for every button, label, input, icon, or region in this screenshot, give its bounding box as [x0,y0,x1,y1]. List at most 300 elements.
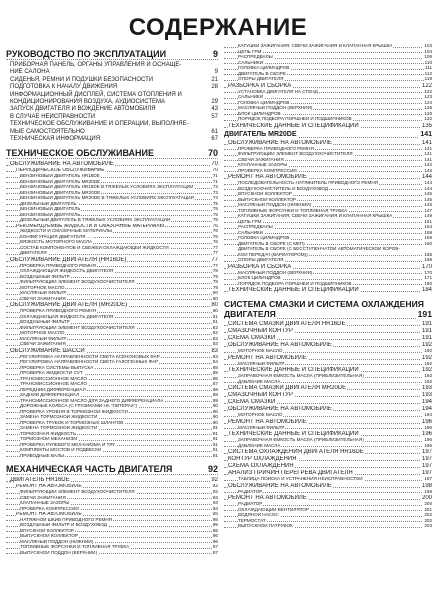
toc-entry[interactable] [224,342,432,349]
toc-entry[interactable] [6,477,218,484]
toc-entry-page: 96 [212,534,218,539]
toc-entry-title: ДАВЛЕНИЕ МАСЛА [238,379,281,384]
toc-entry-page: 197 [424,477,432,481]
toc-entry[interactable] [10,106,218,113]
page-title: СОДЕРЖАНИЕ [128,14,308,41]
toc-entry-title: УСТАНОВКА ДВИГАТЕЛЯ НА СТЕНД [238,89,318,94]
toc-entry-page: 154 [424,225,432,229]
toc-entry[interactable] [224,419,432,426]
toc-entry-page: 197 [421,470,432,476]
toc-entry-page: 94 [212,506,218,511]
toc-section-title-line2: ДВИГАТЕЛЯ 191 [224,310,432,319]
toc-entry-page: 70 [211,161,218,168]
toc-entry-page: 91 [212,448,218,453]
toc-entry-title: ПОСЛЕДОВАТЕЛЬНОСТЬ НАТЯЖИТЕЛЬ ПРИВОДНОГО РЕМНЯ [238,181,378,185]
toc-section-engine-mechanics[interactable]: МЕХАНИЧЕСКАЯ ЧАСТЬ ДВИГАТЕЛЯ 92 [6,465,218,477]
toc-entry-page: 70 [212,168,218,174]
toc-entry-title: РЕМОНТ НА АВТОМОБИЛЕ [16,484,82,490]
toc-entry-page: 170 [424,270,432,275]
toc-entry-page: 146 [424,203,432,207]
toc-entry-page: 197 [421,456,432,462]
toc-entry-title: ЗАМЕНА ТОРМОЗНОЙ ЖИДКОСТИ [20,415,98,420]
toc-entry-page: 96 [212,539,218,544]
toc-subsection-mr20de[interactable]: ДВИГАТЕЛЬ MR20DE 141 [224,130,432,138]
toc-entry-page: 90 [212,404,218,409]
toc-entry[interactable] [224,355,432,362]
toc-entry-title: ДВИГАТЕЛЬ В СБОРЕ (С МКП) [238,241,305,246]
toc-entry-page: 76 [212,223,218,229]
toc-entry-title: КОНДИЦИОНИРОВАНИЯ ВОЗДУХА, АУДИОСИСТЕМА [10,98,165,105]
toc-entry-title: КОНТУР ОХЛАЖДЕНИЯ [228,456,297,462]
toc-entry-page: 81 [212,320,218,325]
toc-entry-title: ФИЛЬТРУЮЩИЙ ЭЛЕМЕНТ ВОЗДУХООЧИСТИТЕЛЯ [20,490,135,495]
toc-entry-title: ОБСЛУЖИВАНИЕ НА АВТОМОБИЛЕ [228,482,332,489]
toc-entry[interactable] [224,335,432,342]
toc-entry[interactable] [10,114,218,121]
toc-entry-page: 29 [211,98,218,105]
toc-mr20de-list [224,140,432,295]
toc-entry[interactable] [224,392,432,399]
toc-entry-title: ТЕХНИЧЕСКАЯ ИНФОРМАЦИЯ [10,135,101,142]
toc-entry-page: 103 [424,44,432,48]
toc-operation-list [6,62,218,143]
toc-entry[interactable] [224,495,432,502]
toc-entry-page: 196 [424,425,432,430]
toc-entry-title: ТОПЛИВНЫЕ ФОРСУНКИ И ТОПЛИВНАЯ ТРУБКА [20,545,130,550]
toc-entry-title: ТЕХНИЧЕСКИЕ ДАННЫЕ И СПЕЦИФИКАЦИИ [228,431,359,437]
toc-entry-page: 76 [212,234,218,239]
toc-entry-page: 193 [421,385,432,391]
toc-entry-title: РЕМОНТ НА АВТОМОБИЛЕ [228,354,307,361]
toc-entry-page: 197 [421,449,432,455]
toc-entry[interactable] [224,140,432,147]
toc-entry-title: ПЕРИОДИЧЕСКОЕ ОБСЛУЖИВАНИЕ [16,168,105,174]
toc-entry-page: 91 [212,431,218,436]
toc-entry-page: 95 [212,517,218,522]
toc-entry-page: 122 [424,89,432,94]
toc-entry[interactable] [10,84,218,91]
toc-entry-page: 89 [212,398,218,403]
toc-entry-page: 77 [211,256,218,263]
toc-entry-title: РЕГУЛИРОВКА НАПРАВЛЕННОСТИ СВЕТА КСЕНОНОВЫХ ФАР [20,354,160,359]
toc-entry-page: 141 [424,146,432,151]
toc-entry-title: РАЗБОРКА И СБОРКА [228,82,292,89]
toc-entry[interactable] [6,454,218,460]
toc-entry-title: ТОПЛИВНЫЕ ФОРСУНКИ И ТОПЛИВНАЯ ТРУБКА [238,208,348,213]
toc-entry-page: 141 [424,152,432,156]
toc-entry-title: МАСЛЯНЫЙ ФИЛЬТР [238,361,285,366]
toc-entry-title: АНАЛИЗ ПРИЧИН ПЕРЕГРЕВА ДВИГАТЕЛЯ [228,470,353,476]
toc-entry-title: ПЕРЕДНИЙ ДИФФЕРЕНЦИАЛ [20,387,86,392]
toc-entry[interactable] [224,483,432,490]
toc-entry-title: ЗАПРАВОЧНАЯ ЕМКОСТЬ МАСЛА (ПРИБЛИЗИТЕЛЬНАЯ) [238,438,364,442]
toc-entry-title: ЖИДКОСТИ И СМАЗОЧНЫЕ МАТЕРИАЛЫ [20,229,113,234]
toc-entry-page: 28 [211,84,218,91]
toc-entry-page: 82 [212,325,218,330]
toc-entry[interactable] [6,551,218,557]
toc-entry-page: 142 [424,163,432,167]
toc-entry-page: 78 [212,269,218,274]
toc-entry-title: СИДЕНЬЯ, РЕМНИ И ПОДУШКИ БЕЗОПАСНОСТИ [10,76,154,83]
toc-entry-title: ТЕРМОСТАТ [238,518,266,523]
toc-entry-title: ФИЛЬТРУЮЩИЙ ЭЛЕМЕНТ ВОЗДУХООЧИСТИТЕЛЯ [238,152,353,156]
toc-entry-page: 95 [212,528,218,533]
toc-entry-page: 75 [212,201,218,206]
toc-entry[interactable] [10,77,218,84]
toc-entry-title: ПРОВЕРКА ПРИВОДНОГО РЕМНЯ [238,146,314,151]
toc-entry-page: 110 [424,60,432,65]
toc-entry-page: 202 [424,513,432,517]
toc-entry-title: НАТЯЖНОЙ ШКИВ ПРИВОДНОГО РЕМНЯ [20,517,113,522]
toc-entry-page: 79 [212,280,218,285]
toc-entry-title: БЛОК ЦИЛИНДРОВ [238,276,281,280]
toc-entry[interactable] [224,456,432,463]
toc-entry[interactable] [224,399,432,406]
toc-entry[interactable] [224,264,432,271]
toc-entry-title: ТЕХНИЧЕСКИЕ ДАННЫЕ И СПЕЦИФИКАЦИИ [228,122,359,129]
toc-entry-title: ПРОВЕРКА КОМПРЕССИИ [20,506,79,511]
toc-entry-page: 91 [212,437,218,442]
toc-entry-page: 85 [212,365,218,370]
toc-entry-title: ДИЗЕЛЬНЫЙ ДВИГАТЕЛЬ [20,201,77,206]
toc-entry-title: ТРАНСМИССИОННОЕ МАСЛО ДЛЯ ЗАДНЕГО ДИФФЕРЕНЦИАЛА [20,398,164,403]
toc-entry-title: В СЛУЧАЕ НЕИСПРАВНОСТИ [10,113,96,120]
toc-entry-title: ВОЗДУШНЫЙ ФИЛЬТР [20,274,70,279]
toc-entry-page: 192 [421,367,432,373]
toc-entry-title: ПРОВЕРКА ТРУБОК И ТОРМОЗНЫХ ШЛАНГОВ [20,420,124,425]
toc-entry[interactable] [6,257,218,264]
toc-entry-title: ПРОВЕРКА ПРИВОДНОГО РЕМНЯ [20,263,96,268]
toc-entry-page: 91 [212,426,218,431]
toc-entry-page: 82 [212,336,218,341]
toc-entry-page: 184 [421,287,432,293]
toc-entry-title: СВЕЧИ ЗАЖИГАНИЯ [20,495,66,500]
toc-entry-title: КЛАПАННЫЕ ЗАЗОРЫ [238,163,288,167]
toc-entry-title: СХЕМА СМАЗКИ [228,335,276,341]
toc-entry-page: 192 [421,342,432,348]
toc-entry-title: РАДИАТОР [238,489,263,494]
toc-entry-page: 83 [212,342,218,347]
toc-entry[interactable] [6,348,218,355]
toc-entry-title: ПРИБОРНАЯ ПАНЕЛЬ, ОРГАНЫ УПРАВЛЕНИЯ И ОСНАЩЕ- [10,62,182,68]
toc-entry-title: СВЕЧИ ЗАЖИГАНИЯ [20,342,66,347]
toc-entry[interactable] [224,385,432,392]
toc-entry-title: ТЕХНИЧЕСКИЕ ДАННЫЕ И СПЕЦИФИКАЦИИ [228,287,359,293]
toc-entry-page: 21 [211,76,218,83]
toc-entry-title: САЛЬНИКИ [238,230,264,235]
toc-entry-page: 77 [212,263,218,268]
toc-entry[interactable] [10,99,218,106]
toc-entry-page: 196 [421,418,432,425]
toc-entry-title: ЗАПРАВОЧНАЯ ЕМКОСТЬ МАСЛА (ПРИБЛИЗИТЕЛЬНАЯ) [238,374,364,378]
toc-entry-page: 141 [421,139,432,146]
toc-entry-title: РАДИАТОР [238,502,263,506]
toc-entry-page: 75 [212,212,218,217]
toc-entry-page: 84 [212,360,218,365]
toc-entry-title: БЕНЗИНОВЫЙ ДВИГАТЕЛЬ HR16DE В ТЯЖЕЛЫХ УСЛОВИЯХ ЭКСПЛУАТАЦИИ [20,185,194,190]
toc-entry-page: 79 [212,274,218,279]
toc-entry-page: 57 [211,113,218,120]
toc-entry-title: ОХЛАЖДАЮЩАЯ ЖИДКОСТЬ ДВИГАТЕЛЯ [20,314,114,319]
toc-entry-page: 74 [212,196,218,201]
toc-entry-page: 80 [211,302,218,309]
toc-entry-page: 151 [424,219,432,224]
toc-entry-page: 144 [424,186,432,191]
toc-entry-title: ГОЛОВКА ЦИЛИНДРОВ [238,100,290,105]
toc-entry-page: 165 [424,252,432,257]
toc-entry-title: ЗАМЕНА ТОРМОЗНОЙ ЖИДКОСТИ [20,426,98,431]
toc-entry-title: ОБСЛУЖИВАНИЕ НА АВТОМОБИЛЕ [228,406,332,412]
toc-entry-title: ДАВЛЕНИЕ МАСЛА [238,443,281,448]
toc-entry[interactable] [224,449,432,456]
toc-entry-page: 75 [212,218,218,223]
toc-entry-title: РЕГУЛИРОВКА НАПРАВЛЕННОСТИ СВЕТА ГАЛОГЕННЫХ ФАР [20,360,159,365]
toc-entry-page: 72 [212,185,218,190]
toc-entry-title: ЦЕПЬ ГРМ [238,219,262,224]
toc-entry-page: 95 [212,523,218,528]
toc-entry-page: 88 [212,393,218,398]
toc-entry-title: ВПУСКНОЙ КОЛЛЕКТОР [20,528,74,533]
toc-entry-page: 158 [424,230,432,235]
toc-entry-page: 86 [212,376,218,381]
toc-entry-title: ВОЗДУШНЫЙ ФИЛЬТР [20,320,70,325]
toc-entry[interactable] [224,431,432,438]
toc-entry-title: ОБСЛУЖИВАНИЕ ДВИГАТЕЛЯ (HR16DE) [10,256,127,263]
toc-entry-page: 168 [424,258,432,262]
toc-entry-page: 144 [421,174,432,180]
toc-entry-title: МАСЛЯНЫЙ ПОДДОН (ВЕРХНИЙ) [238,106,313,110]
toc-entry-page: 61 [211,128,218,135]
toc-entry-page: 132 [424,117,432,121]
toc-section-lubrication-cooling[interactable] [224,299,432,321]
toc-entry[interactable] [10,129,218,136]
toc-entry-title: ТРАНСМИССИОННОЕ МАСЛО [20,376,87,381]
toc-entry[interactable] [224,321,432,328]
toc-entry-title: ТОРМОЗНОЙ МЕХАНИЗМ [20,437,78,442]
toc-entry-title: ВЫПУСКНОЙ ПОДДОН (ВЕРХНИЙ) [20,550,98,555]
toc-entry-page: 91 [212,442,218,447]
toc-entry-page: 191 [421,328,432,334]
toc-entry-page: 194 [424,413,432,417]
toc-entry-title: ОБСЛУЖИВАНИЕ НА АВТОМОБИЛЕ [10,161,114,168]
toc-entry-title: ДВИГАТЕЛЬ В СБОРЕ (С БЕССТУПЕНЧАТОЙ АВТОМАТИЧЕСКОЙ КОРОБ- [238,247,400,251]
toc-entry-page: 180 [424,281,432,286]
toc-entry-title: ФИЛЬТРУЮЩИЙ ЭЛЕМЕНТ ВОЗДУХООЧИСТИТЕЛЯ [20,280,135,285]
toc-entry-title: БЕНЗИНОВЫЙ ДВИГАТЕЛЬ MR20DE В ТЯЖЕЛЫХ УСЛОВИЯХ ЭКСПЛУАТАЦИИ [20,196,194,201]
toc-entry-title: ВЯЗКОСТЬ МОТОРНОГО МАСЛА [20,240,93,245]
toc-entry-page: 196 [424,443,432,448]
toc-entry-title: ПОДГОТОВКА К НАЧАЛУ ДВИЖЕНИЯ [10,84,118,91]
toc-entry-page: 80 [212,309,218,314]
toc-entry-page: 92 [212,484,218,490]
toc-entry-page: 122 [421,82,432,89]
toc-entry-page: 192 [424,379,432,384]
toc-entry-page: 91 [212,453,218,458]
toc-entry-title: ГОЛОВКА ЦИЛИНДРОВ [238,66,290,70]
toc-entry-title: САЛЬНИКИ [238,95,264,99]
toc-entry-page: 194 [421,406,432,412]
toc-entry-title: ОХЛАЖДАЮЩАЯ ЖИДКОСТЬ ДВИГАТЕЛЯ [20,269,114,274]
toc-entry-title: СХЕМА ОХЛАЖДЕНИЯ [228,463,294,469]
toc-entry-title: БЛОК ЦИЛИНДРОВ [238,111,281,116]
toc-entry-page: 149 [424,214,432,218]
toc-entry-title: КОЙ ПЕРЕДАЧ (ВАРИАТОРОМ)) [238,252,308,257]
toc-engine-mechanics-list [6,477,218,556]
toc-entry-page: 104 [424,49,432,54]
toc-entry-title: ОБСЛУЖИВАНИЕ НА АВТОМОБИЛЕ [228,342,332,348]
toc-entry-title: СВЕЧИ ЗАЖИГАНИЯ [20,296,66,301]
toc-entry-title: БЕНЗИНОВЫЙ ДВИГАТЕЛЬ MR20DE [20,190,101,195]
toc-entry-title: РАСПРЕДВАЛЫ [238,55,273,59]
toc-entry-page: 112 [424,71,432,76]
toc-entry[interactable] [224,83,432,90]
toc-entry-title: ОПОРЫ ДВИГАТЕЛЯ [238,258,284,262]
toc-entry-title: КАТУШКИ ЗАЖИГАНИЯ, СВЕЧИ ЗАЖИГАНИЯ И КЛАПАННАЯ КРЫШКА [238,44,393,48]
toc-entry-page: 93 [212,495,218,500]
toc-entry-title: ОПОРЫ ДВИГАТЕЛЯ [238,77,284,81]
toc-entry[interactable] [10,62,218,69]
toc-entry-title: РЕМОНТ НА АВТОМОБИЛЕ [16,512,82,518]
toc-entry-page: 76 [212,240,218,245]
toc-entry[interactable] [224,328,432,335]
toc-entry-title: СМАЗОЧНЫЙ КОНТУР [228,328,293,334]
toc-entry-page: 90 [212,409,218,414]
toc-entry-page: 97 [212,545,218,550]
toc-entry-page: 87 [212,382,218,387]
toc-entry-page: 193 [421,392,432,398]
toc-entry[interactable] [224,287,432,294]
toc-entry-title: МАСЛЯНЫЙ ПОДДОН (НИЖНИЙ) [20,539,94,544]
toc-entry-page: 192 [424,374,432,378]
toc-entry-title: СВЕЧИ ЗАЖИГАНИЯ [238,157,284,162]
toc-entry-page: 106 [424,55,432,59]
toc-entry-page: 80 [212,296,218,301]
toc-entry-title: БЕНЗИНОВЫЙ ДВИГАТЕЛЬ [20,212,81,217]
toc-entry[interactable] [224,524,432,530]
toc-entry-page: 124 [424,100,432,105]
toc-section-operation[interactable]: РУКОВОДСТВО ПО ЭКСПЛУАТАЦИИ 9 [6,50,218,62]
toc-entry-page: 43 [211,106,218,113]
toc-entry-title: МАСЛЯНЫЙ ФИЛЬТР [20,336,67,341]
toc-entry[interactable] [10,69,218,76]
toc-entry-title: МАСЛЯНЫЙ ПОДДОН (ВЕРХНИЙ) [238,270,313,275]
toc-entry-page: 191 [421,335,432,341]
toc-entry-page: 118 [424,77,432,81]
toc-entry-page: 88 [212,387,218,392]
toc-entry[interactable] [224,174,432,181]
toc-entry-page: 141 [424,157,432,162]
toc-entry[interactable] [10,92,218,99]
toc-entry-page: 144 [424,181,432,185]
toc-entry-page: 202 [424,518,432,523]
toc-entry-page: 196 [424,438,432,442]
toc-entry-title: РЕМОНТ НА АВТОМОБИЛЕ [228,495,307,501]
toc-entry-title: КАТУШКИ ЗАЖИГАНИЯ, СВЕЧИ ЗАЖИГАНИЯ И КЛАПАННАЯ КРЫШКА [238,214,393,218]
toc-section-title-line1: СИСТЕМА СМАЗКИ И СИСТЕМА ОХЛАЖДЕНИЯ [224,299,424,309]
toc-lubrication-cooling-list [224,321,432,530]
toc-entry-page: 123 [424,95,432,99]
toc-entry-title: КЛАПАННЫЕ ЗАЗОРЫ [20,501,70,506]
toc-entry[interactable] [6,302,218,309]
toc-entry-page: 71 [212,179,218,184]
toc-entry-page: 92 [212,490,218,495]
toc-entry-title: РАСПРЕДВАЛЫ [238,225,273,229]
toc-entry-page: 90 [212,420,218,425]
toc-entry-title: ДОРОЖНЫЕ КОЛЕСА (С ГРУЗИКАМИ НА "ЛИТЕРАХ") [20,404,137,409]
toc-entry-page: 9 [214,69,218,76]
toc-entry-page: 200 [421,495,432,501]
toc-entry-title: ВЫПУСКНОЙ КОЛЛЕКТОР [20,534,78,539]
toc-entry-title: БЕНЗИНОВЫЙ ДВИГАТЕЛЬ [20,207,81,212]
toc-entry-title: ДВИГАТЕЛЯ [20,251,47,256]
toc-entry-title: ПОРЯДОК ПОДБОРА ПОРШНЕЙ И ПОДШИПНИКОВ [238,281,352,286]
toc-entry-title: ВЫПУСКНОЙ ПАТРУБОК [238,524,293,528]
toc-entry-page: 143 [424,168,432,173]
toc-entry-page: 135 [421,122,432,129]
toc-entry-title: ВЫПУСКНОЙ КОЛЛЕКТОР [238,197,296,202]
toc-entry-title: САЛЬНИКИ [238,60,264,65]
toc-entry-title: ФИЛЬТРУЮЩИЙ ЭЛЕМЕНТ ВОЗДУХООЧИСТИТЕЛЯ [20,325,135,330]
toc-entry-title: ОБСЛУЖИВАНИЕ ШАССИ [10,347,85,354]
toc-entry-page: 203 [424,524,432,528]
toc-entry[interactable] [6,161,218,168]
toc-maintenance-list [6,161,218,459]
toc-entry-page: 79 [212,285,218,290]
toc-entry-page: 77 [212,245,218,250]
toc-entry-page: 83 [211,347,218,354]
toc-entry-title: РЕМОНТ НА АВТОМОБИЛЕ [228,418,307,425]
toc-entry[interactable] [224,463,432,470]
toc-entry-title: ПРОВЕРКА РУЛЕВОГО МЕХАНИЗМА И ТЯГ [20,442,116,447]
toc-entry-page: 160 [424,241,432,246]
toc-entry[interactable] [10,136,218,143]
toc-entry[interactable] [10,121,218,128]
toc-entry-title: ИНФОРМАЦИОННЫЙ ДИСПЛЕЙ, СИСТЕМА ОТОПЛЕНИЯ И [10,91,182,98]
toc-entry-title: ТЕХНИЧЕСКОЕ ОБСЛУЖИВАНИЕ И ОПЕРАЦИИ, ВЫПОЛНЯЕ- [10,121,189,128]
toc-entry-title: СИСТЕМА ОХЛАЖДЕНИЯ ДВИГАТЕЛЯ HR16DE [228,449,364,455]
toc-entry-title: НИЕ САЛОНА [10,69,50,76]
toc-entry-title: ВОДЯНОЙ НАСОС [238,513,279,517]
toc-entry-page: 76 [212,229,218,234]
toc-entry-title: ДИЗЕЛЬНЫЙ ДВИГАТЕЛЬ В ТЯЖЕЛЫХ УСЛОВИЯХ ЭКСПЛУАТАЦИИ [20,218,171,223]
toc-entry[interactable] [224,123,432,130]
toc-entry-page: 77 [212,251,218,256]
toc-entry-title: СОСТАВ КОМПОНЕНТОВ И СВЕЖЕЙ ОХЛАЖДАЮЩЕЙ ЖИДКОСТИ [20,245,169,250]
toc-entry-title: МАСЛЯНЫЙ ПОДДОН (НИЖНИЙ) [238,203,312,207]
toc-entry-title: ПРОВЕРКА ЖИДКОСТИ CVT [20,371,83,376]
toc-entry-title: БЕНЗИНОВЫЙ ДВИГАТЕЛЬ MR20DE [20,179,101,184]
toc-entry[interactable] [224,406,432,413]
toc-section-maintenance[interactable]: ТЕХНИЧЕСКОЕ ОБСЛУЖИВАНИЕ 70 [6,149,218,161]
toc-entry-page: 90 [212,415,218,420]
toc-entry[interactable] [224,367,432,374]
toc-entry-page: 145 [424,197,432,202]
toc-entry-title: МЫЕ САМОСТОЯТЕЛЬНО [10,128,85,135]
toc-entry-page: 145 [424,192,432,196]
toc-entry-page: 95 [212,512,218,518]
toc-entry-title: ТЕХНИЧЕСКИЕ ДАННЫЕ И СПЕЦИФИКАЦИИ [228,367,359,373]
toc-hr16de-continued-list [224,44,432,130]
toc-entry-page: 80 [212,291,218,296]
toc-entry-title: МОТОРНОЕ МАСЛО [20,285,65,290]
toc-entry[interactable] [224,470,432,477]
toc-entry-title: МАСЛЯНЫЙ ФИЛЬТР [238,425,285,430]
toc-entry-title: КОНФИГУРАЦИЯ ДВИГАТЕЛЯ ... [20,234,91,239]
toc-entry-title: ПРОВЕРКА КОМПРЕССИИ [238,168,297,173]
toc-entry-title: ПРОВЕРКА СИСТЕМЫ ВЫПУСКА [20,365,94,370]
toc-entry-title: ДВИГАТЕЛЬ HR16DE [10,477,70,484]
toc-entry-title: ЗАПУСК ДВИГАТЕЛЯ И ВОЖДЕНИЕ АВТОМОБИЛЯ [10,106,156,113]
